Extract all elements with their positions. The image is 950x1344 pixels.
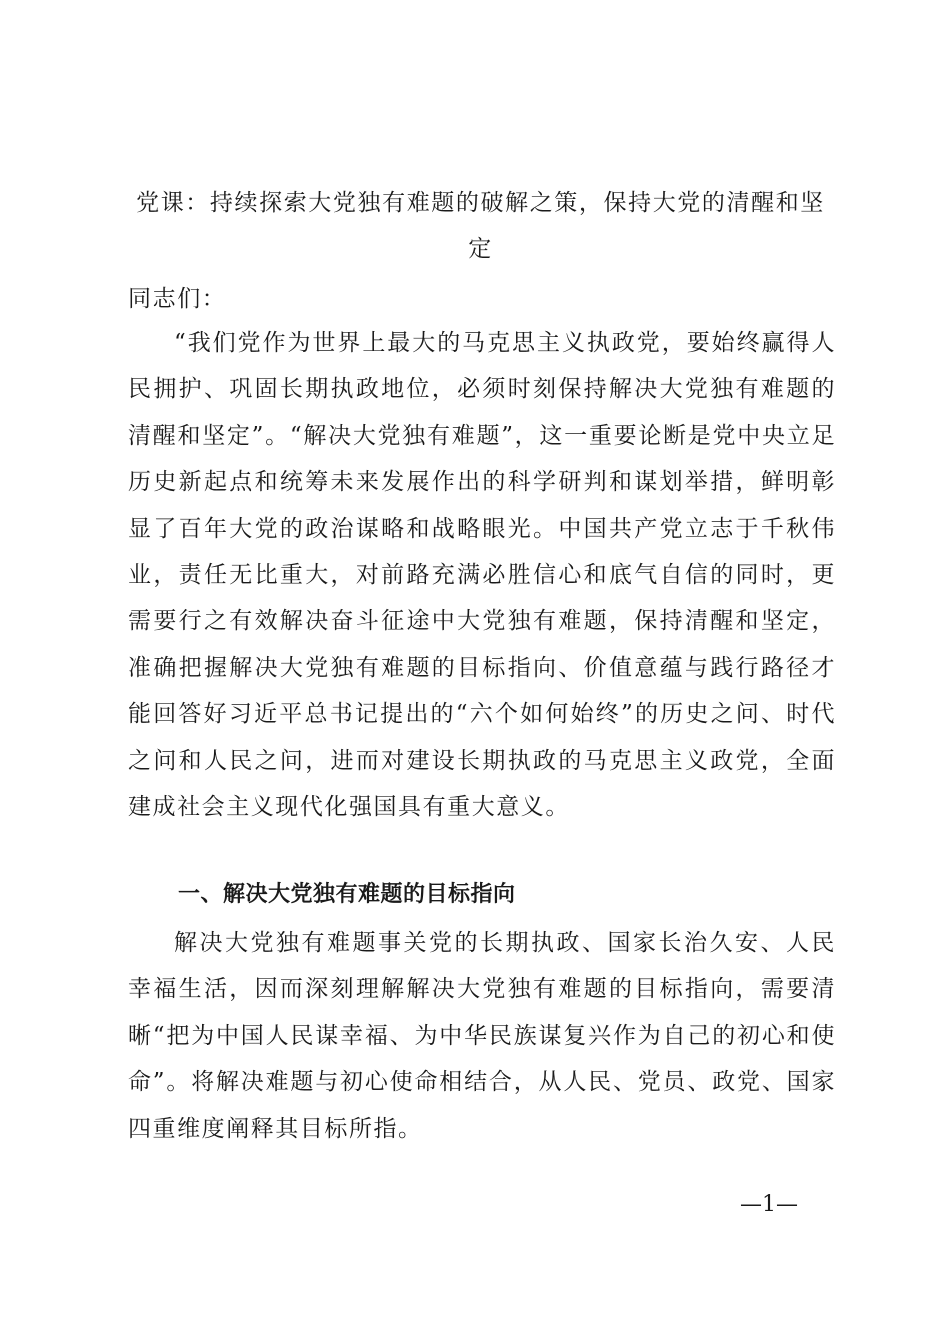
document-title: 党课：持续探索大党独有难题的破解之策，保持大党的清醒和坚定 bbox=[136, 190, 825, 262]
salutation: 同志们： bbox=[128, 286, 227, 312]
page-number: —1— bbox=[740, 1192, 798, 1217]
paragraph-intro: “我们党作为世界上最大的马克思主义执政党，要始终赢得人民拥护、巩固长期执政地位，必须时刻保持解决大党独有难题的清醒和坚定”。“解决大党独有难题”，这一重要论断是党中央立足历史新起点和统筹未来发展作出的科学研判和谋划举措，鲜明彰显了百年大党的政治谋略和战略眼光。中国共产党立志于千秋伟业，责任无比重大，对前路充满必胜信心和底气自信的同时，更需要行之有效解决奋斗征途中大党独有难题，保持清醒和坚定，准确把握解决大党独有难题的目标指向、价值意蕴与践行路径才能回答好习近平总书记提出的“六个如何始终”的历史之问、时代之问和人民之问，进而对建设长期执政的马克思主义政党，全面建成社会主义现代化强国具有重大意义。 bbox=[128, 330, 836, 821]
section-heading: 一、解决大党独有难题的目标指向 bbox=[178, 882, 516, 907]
paragraph-section-1: 解决大党独有难题事关党的长期执政、国家长治久安、人民幸福生活，因而深刻理解解决大党独有难题的目标指向，需要清晰“把为中国人民谋幸福、为中华民族谋复兴作为自己的初心和使命”。将解决难题与初心使命相结合，从人民、党员、政党、国家四重维度阐释其目标所指。 bbox=[128, 930, 836, 1142]
